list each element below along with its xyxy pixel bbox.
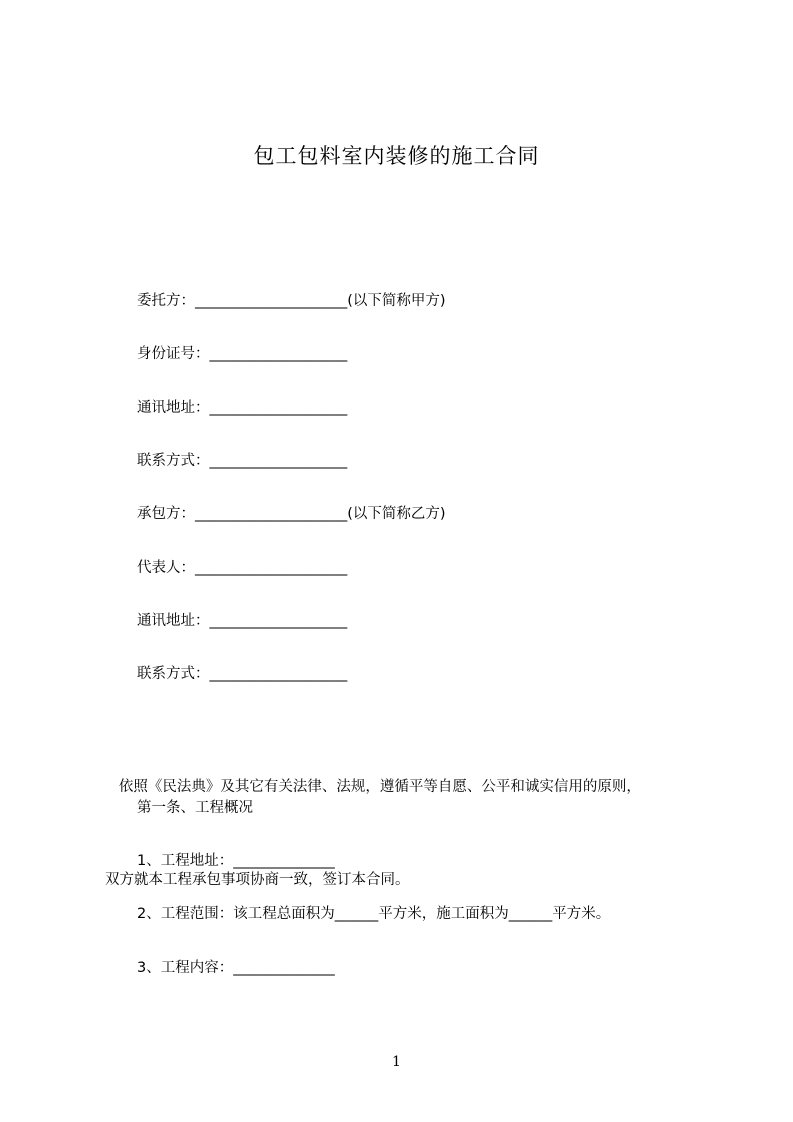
page-title: 包工包料室内装修的施工合同 <box>253 144 540 168</box>
item-project-address: 1、工程地址：______________ <box>137 853 335 869</box>
page-number: 1 <box>392 1054 401 1070</box>
field-representative: 代表人：_____________________ <box>137 560 348 576</box>
field-contact-a: 联系方式：___________________ <box>137 453 348 469</box>
item-project-scope: 2、工程范围：该工程总面积为______平方米，施工面积为______平方米。 <box>137 906 611 922</box>
section-heading: 第一条、工程概况 <box>137 800 253 816</box>
field-party-b: 承包方：_____________________(以下简称乙方) <box>137 506 446 522</box>
field-id-number: 身份证号：___________________ <box>137 346 348 362</box>
field-address-b: 通讯地址：___________________ <box>137 613 348 629</box>
intro-line-2: 双方就本工程承包事项协商一致，签订本合同。 <box>105 872 410 888</box>
intro-line-1: 依照《民法典》及其它有关法律、法规，遵循平等自愿、公平和诚实信用的原则， <box>105 779 641 795</box>
field-address-a: 通讯地址：___________________ <box>137 400 348 416</box>
field-contact-b: 联系方式：___________________ <box>137 666 348 682</box>
field-party-a: 委托方：_____________________(以下简称甲方) <box>137 293 446 309</box>
item-project-content: 3、工程内容：______________ <box>137 960 335 976</box>
